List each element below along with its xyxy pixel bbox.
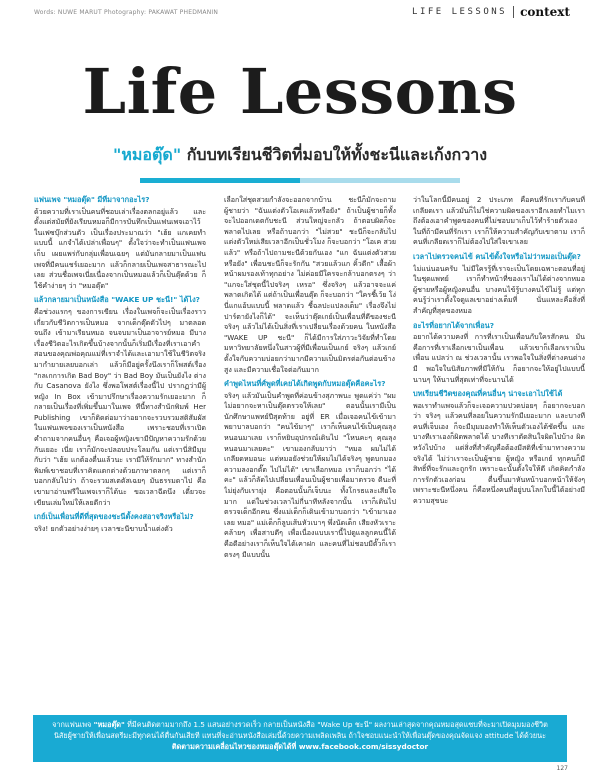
section-name: context — [520, 5, 570, 19]
interview-answer: อยากได้ความคงที่ การที่เราเป็นเพื่อนกับใครสักคน มันคือการที่เราเลือกเขาเป็นเพื่อน แล้วเขาก็เลือกเราเป็นเพื่อน แปลว่า ณ ช่วงเวลานั้น เราพอใจในสิ่งที่ต่างคนต่างมี พอใจในนิสัยภาพที่มีให้กัน ก็อยากจะให้อยู่ไปแบบนี้นานๆ ให้นานที่สุดเท่าที่จะนานได้ — [413, 332, 585, 384]
subtitle-rest: กับบทเรียนชีวิตที่มอบให้ทั้งชะนีและเก้งกวาง — [181, 145, 487, 164]
article-column-3 — [413, 195, 585, 703]
subtitle-highlight: "หมอตุ๊ด" — [113, 145, 182, 164]
promo-text: ที่มีคนติดตามมากถึง 1.5 แสนอย่างรวดเร็ว กลายเป็นหนังสือ "Wake Up ชะนี" ผลงานเล่าสุดจากคุณหมอสุดแซบที่จะมาเปิดมุมมองชีวิต — [124, 720, 548, 729]
promo-line-1 — [47, 719, 553, 730]
promo-line-3 — [47, 741, 553, 752]
article-column-2 — [224, 195, 396, 703]
interview-question: เกย์เป็นเพื่อนที่ดีที่สุดของชะนีตั้งคงสอาจริงหรือไม่? — [34, 512, 194, 522]
photo-credit: Words: NUWE MARUT Photography: PAKAWAT PHEDMANIN — [34, 9, 219, 16]
book-promo-box — [33, 715, 567, 762]
interview-answer: พอเราทำแพจแล้วก็จะเจอความปวดบ่อยๆ ก็อยากจะบอกว่า จริงๆ แล้วคนที่ลอยในความรักมีเยอะมาก และบางทีคนที่เจ็บเอง ก็จะมีมุมมองทำให้เห็นตัวเองได้ชัดขึ้น และบางทีเราเองก็ผิดพลาดได้ บางทีเราตัดสินใจผิดไปบ้าง ผิดหวังไปบ้าง แต่สิ่งที่สำคัญคือต้องมีสติที่เข้ามาทางความจริงได้ ไม่ว่าเราจะเป็นผู้ชาย ผู้หญิง หรือเกย์ ทุกคนก็มีสิทธิ์ที่จะรักและถูกรัก เพราะฉะนั้นตั้งใจให้ดี เกิดคิดกำลังการรักตัวเองก่อน ตื่นขึ้นมาหันหน้าบอกหน้าให้จังๆ เพราะชะนีหนึ่งคน ก็คือหนึ่งคนที่อยู่บนโลกใบนี้ได้อย่างมีความสุขนะ — [413, 400, 585, 506]
interview-answer: จริงๆ แล้วมันเป็นคำพูดที่ค่อนข้างสุภาพนะ พูดแค่ว่า "ผมไม่อยากจะหาเป็นตุ๊ดตรวจให้เลย" ตอนนั้นเรามีเป็นนักศึกษาแพทย์ปีสุดท้าย อยู่ที่ ER เมื่อเจอคนไข้เข้ามา พยาบาลบอกว่า "คนไข้มาๆ" เราก็เห็นคนไข้เป็นคุณลุงหนอนมาเลย เราก็หยิบอุปกรณ์เดินไป "โหนคะๆ คุณลุงหนอนมาเลยคะ" เขามองกลับมาว่า "หมอ ผมไม่ได้เกลียดหมอนะ แต่หมอยังช่วยให้ผมไม่ได้จริงๆ พูดบกมองความลงอกตั๊ต ไปไม่ได้" เขาเลือกหมอ เราก็บอกว่า "ได้คะ" แล้วก็ลัดไปเปลี่ยนเพื่อนเป็นผู้ชายเพื่อมาตรวจ ดีนะที่ไม่ยุ่งกับเรายุ่ง คือตอนนั้นก็เจ็บนะ ทั้งโกรธและเสียใจมาก แต่ในช่วงเวลาไม่กี่นาทีหลังจากนั้น เราก็เดินไปตรวจเด็กอีกคน ซึ่งแม่เด็กก็เดินเข้ามาบอกว่า "เข้ามาเองเลย หมอ" แม่เด็กก็ลูบเส้นหัวเบาๆ พึ่งนัดเด็ก เสียงหัวเราะคล้ายๆ เพื่อสาบดีๆ เพื่อเนื่องแบบเรานี้ไปดูแลลูกคนนี้ได้ คือดีอย่างเราก็เห็นใจได้เคาฝก และคนที่ไม่ชอบมีตั๊วก็เราตรงๆ มีแบบนั้น — [224, 390, 396, 559]
interview-question: แฟนเพจ "หมอตุ๊ด" มีที่มาจากอะไร? — [34, 195, 150, 204]
subtitle-underline-left — [140, 178, 300, 183]
interview-answer: จริง! ยกตัวอย่างง่ายๆ เวลาชะนีขาบน้ำแต่งตัว — [34, 523, 173, 533]
subtitle-underline-right — [300, 178, 460, 183]
interview-answer: คือช่วงแรกๆ ของการเขียน เรื่องในเพจก็จะเป็นเรื่องราวเกี่ยวกับชีวิตการเป็นหมอ จากเด็กตุ๊ดตัวไปๆ มาตลอดจนถึง เข้ามาเรียนหมอ จนจบมาเป็นอาจารย์หมอ มีบางเรื่องชีวิตอะไรเกิดขึ้นบ้างจากนั้นก็เริ่มมีเรื่องที่เราเอาคำสอนของคุณพ่อคุณแม่ที่เราจำได้และเอามาใช้ในชีวิตจริงมากำยายเลยบอกเล่า แล้วก็มีอยู่ครั้งนึงเราก็โพสต์เรื่อง "กลเกการเกิด Bad Boy" ว่า Bad Boy มันเป็นยังไง ต่างกับ Casanova ยังไง ซึ่งพอโพสต์เรื่องนี้ไป ปรากฏว่ามีผู้หญิง In Box เข้ามาปรึกษาเรื่องความรักเยอะมาก ก็กลายเป็นเรื่องที่เพิ่มขึ้นมาในเพจ ทีนี้ทางสำนักพิมพ์ Her Publishing เขาก็ติดต่อมาว่าอยากจะรวบรวมสติสัมผัสในแฟนเพจของเราเป็นหนังสือ เพราะชอบที่เราเปิดคำถามจากคนอื่นๆ คือเจอผู้หญิงเขามีปัญหาความรักด้วยกันเยอะ เนี่ย เราก็มักจะปลอบประโลมกัน แต่เรานี่สิมีมุมกับว่า "เฮ้ย แกต้องตื่นแล้วนะ เรามีให้รักมาก" ทางสำนักพิมพ์เขาชอบที่เราคิดแตกต่างด้วยภาษาตลกๆ แต่เราก็บอกกลับไปว่า ถ้าจะรวมสเตตัสเฉยๆ มันธรรมดาไป คือเขามาอ่านฟรีในเพจเราก็ได้นะ ขอเวลาฉีดนึง เดี๋ยวจะเขียนเล่มใหม่ให้เลยดีกว่า — [34, 306, 206, 507]
promo-text: จากแฟนเพจ — [52, 720, 94, 729]
interview-answer: ด้วยความที่เราเป็นคนที่ชอบเล่าเรื่องตลกอยู่แล้ว และตั้งแต่สมัยที่ยังเรียนหมอก็มีการบันทึกเป็นแฟนเพจเอาไว้ในเฟซบุ๊กส่วนตัว เป็นเรื่องประมาณว่า "เฮ้ย แกเคยทำแบบนี้ แกจำได้เปล่าเพื่อนๆ" ตั้งใจว่าจะทำเป็นแฟนเพจเก็บ เผยแพร่กับกลุ่มเพื่อนเฉยๆ แต่มันกลายมาเป็นแฟนเพจที่มีคนแชร์เยอะมาก แล้วก็กลายเป็นเพจสาธารณะไปเลย ส่วนชื่อเพจเนี่ยเนื่องจากเป็นหมอแล้วก็เป็นตุ๊ดด้วย ก็ใช้คำง่ายๆ ว่า "หมอตุ๊ด" — [34, 206, 206, 290]
subtitle — [0, 143, 600, 168]
section-divider — [513, 6, 514, 18]
interview-question: แล้วกลายมาเป็นหนังสือ "WAKE UP ชะนี!" ได้ไง? — [34, 295, 200, 305]
interview-answer: ว่าในโลกนี้มีคนอยู่ 2 ประเภท คือคนที่รักเรากับคนที่เกลียดเรา แล้วมันก็ไม่ใช่ความผิดของเราอีกเลยทำไมเราถึงต้องเอาคำพูดของคนที่ไม่ชอบมาเก็บไว้ทำร้ายตัวเอง ในที่ถ้ามีคนที่รักเรา เราก็ให้ความสำคัญกับเขาตาม เราก็คนที่เกลียดเราก็ไม่ต้องไปใส่ใจเขาเลย — [413, 195, 585, 247]
article-column-1 — [34, 195, 206, 703]
interview-question: เวลาไปตรวจคนไข้ คนไข้ตั้งใจหรือไม่ว่าหมอเป็นตุ๊ด? — [413, 251, 581, 261]
interview-question: คำพูดไหนที่ศ์พูดที่เคยได้เกิดพูดกับหมอตุ๊ดคือคะไร? — [224, 379, 386, 389]
interview-question: บทเรียนชีวิตของคุณที่คนอื่นๆ น่าจะเอาไปใช้ได้ — [413, 389, 563, 399]
facebook-link[interactable]: www.facebook.com/sissydoctor — [298, 742, 429, 751]
page-number: 127 — [556, 765, 568, 772]
promo-follow: ติดตามความเคลื่อนไหวของหมอตุ๊ดได้ที่ — [171, 742, 299, 751]
interview-answer: เลือกใส่ชุดสวยกำลังจะออกจากบ้าน ชะนีก็มักจะถามผู้ชายว่า "ฉันแต่งตัวโอเคแล้วหรือยัง" ถ้าเป็นผู้ชายก็ทั้งจะไปออกเดตกับชะนี ส่วนใหญ่จะกลัว ถ้าตอบผิดก็จะพลาดไปเลย หรือถ้าบอกว่า "ไม่สวย" ชะนีก็จะกลับไปแต่งตัวใหม่เสียเวลาอีกเป็นชั่วโมง ก็จะบอกว่า "โอเค สวยแล้ว" หรือถ้าไปถามชะนีด้วยกันเอง "แก ฉันแต่งตัวสวยหรือยัง" เพื่อนชะนีก็จะรักกัน "สวยแล้วแก คิ้วดีก" เสื้อผ้าหน้าผมรองเท้าทุกอย่าง ไม่ค่อยมีใครจะกล้าบอกตรงๆ ว่า "แกจะใส่ชุดนี้ไปจริงๆ เหรอ" ซึ่งจริงๆ แล้วอาจจะแค่พลาดเกิดได้ แต่ถ้าเป็นเพื่อนตุ๊ด ก็จะบอกว่า "ใครชี้เว้ย โง่นี่แกแอ้บแบบนี้ พลาดแล้ว ชี้ฉลปะแปลงเต็ม" เรื่องจึงไม่ปาร์ตายังไงก็ได้" จะเห็นว่าตุ๊ดเกย์เป็นเพื่อนที่ดีของชะนีจริงๆ แล้วไม่ได้เป็นสิ่งที่เราเปลี่ยนเรื่องด้วยคน ในหนังสือ "WAKE UP ชะนี" ก็ได้มีการใส่ภาวะวิจัยที่ทำโดยมหาวิทยาลัยหนึ่งในสาวผู้ที่มีเพื่อนเป็นเกย์ จริงๆ แล้วเกย์ตั้งใจกับความบ่อยกว่ามากมีความเป็นมิตรต่อกันต่อนข้างสูง และมีความเชื่อใจต่อกันมาก — [224, 195, 396, 374]
section-label: LIFE LESSONS — [412, 7, 508, 17]
interview-question: อะไรที่อยากได้จากเพื่อน? — [413, 320, 495, 330]
promo-bold: "หมอตุ๊ด" — [93, 720, 125, 729]
section-header — [412, 5, 570, 19]
promo-line-2: นิสัยผู้ชายให้เพื่อนสตรีมะมีทุกคนได้ตื่นกันเสียที แทนที่จะอ่านหนังสือเล่มนี้ด้วยความเพลิดเพลิน ถ้าใจชอบแนะนำให้เพื่อนตุ๊ดของคุณจัดแจง attitude ได้ด้วยนะ — [53, 731, 547, 740]
page-title: Life Lessons — [82, 55, 518, 128]
interview-answer: ไม่แน่นอนครับ ไม่มีใครรู้ที่เราจะเป็นโดยเฉพาะตอนที่อยู่ในชุดแพทย์ เราก็ทำหน้าที่ของเราไม่ได้ต่างจากหมอผู้ชายหรือผู้หญิงคนอื่น บางคนไข้รู้บางคนไข้ไม่รู้ แต่ทุกคนรู้ว่าเราตั้งใจดูแลเขาอย่างเต็มที่ นั่นแหละคือสิ่งที่สำคัญที่สุดของหมอ — [413, 263, 585, 315]
